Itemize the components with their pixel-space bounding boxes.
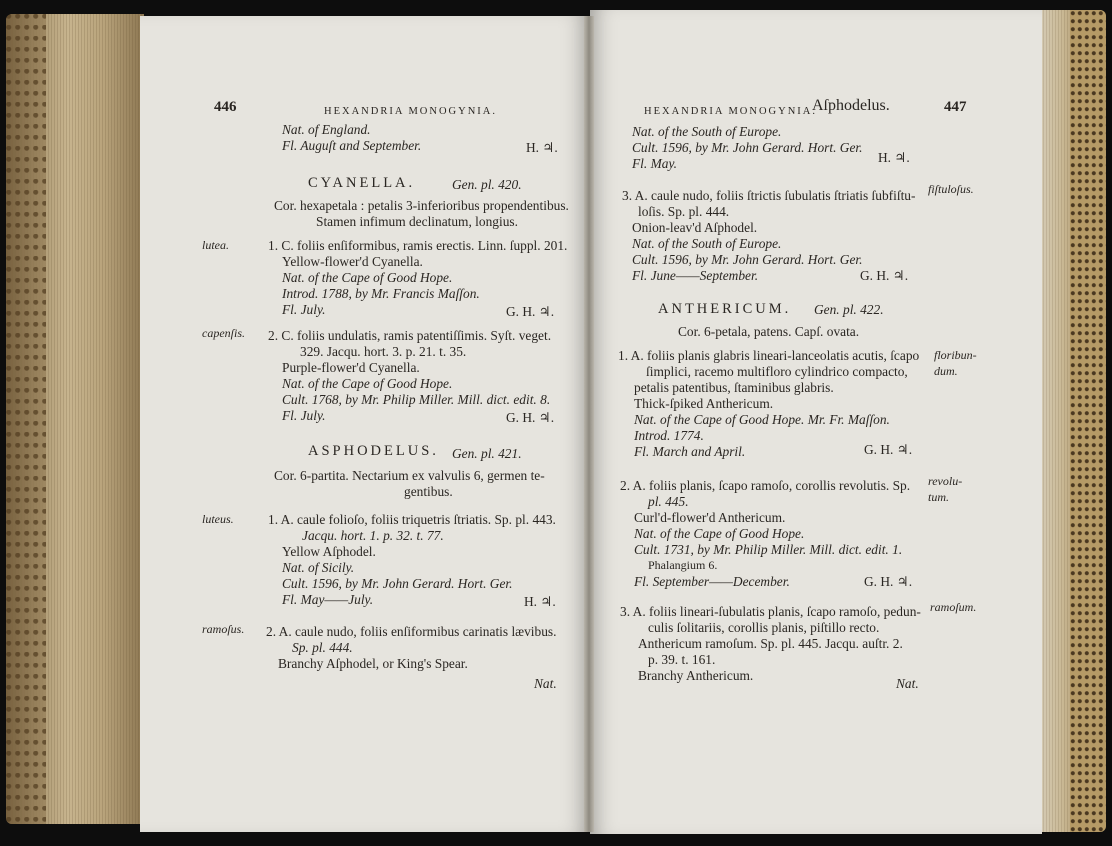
margin-species-name: fiſtuloſus.: [928, 182, 974, 196]
margin-species-name: ramoſum.: [930, 600, 977, 614]
text-line: Onion-leav'd Aſphodel.: [632, 220, 758, 235]
genus-reference: Gen. pl. 421.: [452, 446, 522, 461]
right-page: [590, 10, 1042, 834]
text-line: 1. A. caule folioſo, foliis triquetris ſtriatis. Sp. pl. 443.: [268, 512, 556, 527]
text-line: Nat. of the Cape of Good Hope. Mr. Fr. Maſſon.: [634, 412, 890, 427]
running-head: HEXANDRIA MONOGYNIA.: [324, 106, 497, 117]
text-line: H. ♃.: [878, 150, 910, 165]
margin-species-name: lutea.: [202, 238, 229, 252]
text-line: Cor. 6-petala, patens. Capſ. ovata.: [678, 324, 860, 339]
margin-species-name: capenſis.: [202, 326, 245, 340]
page-number: 447: [944, 99, 967, 115]
genus-heading: CYANELLA.: [308, 175, 416, 191]
text-line: Nat. of the Cape of Good Hope.: [634, 526, 805, 541]
text-line: Nat. of the Cape of Good Hope.: [282, 376, 453, 391]
text-line: Cult. 1768, by Mr. Philip Miller. Mill. dict. edit. 8.: [282, 392, 551, 407]
text-line: culis ſolitariis, corollis planis, piſtillo recto.: [648, 620, 880, 635]
margin-species-name: luteus.: [202, 512, 234, 526]
margin-species-name: dum.: [934, 364, 958, 378]
text-line: Curl'd-flower'd Anthericum.: [634, 510, 786, 525]
text-line: 329. Jacqu. hort. 3. p. 21. t. 35.: [300, 344, 467, 359]
running-head: HEXANDRIA MONOGYNIA.: [644, 106, 817, 117]
text-line: Nat. of the South of Europe.: [632, 124, 782, 139]
text-line: loſis. Sp. pl. 444.: [638, 204, 730, 219]
margin-species-name: floribun-: [934, 348, 977, 362]
text-line: G. H. ♃.: [506, 304, 555, 319]
text-line: 1. C. foliis enſiformibus, ramis erectis. Linn. ſuppl. 201.: [268, 238, 568, 253]
margin-species-name: tum.: [928, 490, 949, 504]
text-line: Nat. of the Cape of Good Hope.: [282, 270, 453, 285]
text-line: Cult. 1731, by Mr. Philip Miller. Mill. dict. edit. 1.: [634, 542, 903, 557]
book-gutter: [584, 16, 594, 832]
text-line: 3. A. foliis lineari-ſubulatis planis, ſcapo ramoſo, pedun-: [620, 604, 921, 619]
text-line: p. 39. t. 161.: [648, 652, 716, 667]
text-line: G. H. ♃.: [860, 268, 909, 283]
text-line: Introd. 1774.: [634, 428, 704, 443]
genus-reference: Gen. pl. 420.: [452, 177, 522, 192]
text-line: 1. A. foliis planis glabris lineari-lanceolatis acutis, ſcapo: [618, 348, 920, 363]
text-line: Thick-ſpiked Anthericum.: [634, 396, 774, 411]
text-line: Fl. May.: [632, 156, 677, 171]
text-line: Nat. of Sicily.: [282, 560, 355, 575]
text-line: Cult. 1596, by Mr. John Gerard. Hort. Ger.: [282, 576, 513, 591]
text-line: 2. C. foliis undulatis, ramis patentiſſimis. Syſt. veget.: [268, 328, 552, 343]
text-line: Yellow Aſphodel.: [282, 544, 376, 559]
text-line: Nat. of the South of Europe.: [632, 236, 782, 251]
text-line: ſimplici, racemo multifloro cylindrico compacto,: [646, 364, 908, 379]
right-cover-edge: [1070, 10, 1106, 832]
genus-reference: Gen. pl. 422.: [814, 302, 884, 317]
text-line: Introd. 1788, by Mr. Francis Maſſon.: [282, 286, 480, 301]
text-line: Sp. pl. 444.: [292, 640, 353, 655]
genus-heading: ASPHODELUS.: [308, 443, 439, 459]
text-line: H. ♃.: [526, 140, 558, 155]
text-line: petalis patentibus, ſtaminibus glabris.: [634, 380, 834, 395]
left-cover-edge: [6, 14, 46, 824]
text-line: Fl. July.: [282, 408, 326, 423]
text-line: Fl. May——July.: [282, 592, 374, 607]
text-line: Branchy Anthericum.: [638, 668, 754, 683]
text-line: Cor. 6-partita. Nectarium ex valvulis 6, germen te-: [274, 468, 545, 483]
text-line: Nat. of England.: [282, 122, 371, 137]
text-line: Fl. June——September.: [632, 268, 759, 283]
text-line: Cult. 1596, by Mr. John Gerard. Hort. Ger.: [632, 140, 863, 155]
text-line: Fl. Auguſt and September.: [282, 138, 422, 153]
text-line: Stamen infimum declinatum, longius.: [316, 214, 518, 229]
running-title: Aſphodelus.: [812, 97, 890, 114]
text-line: 3. A. caule nudo, foliis ſtrictis ſubulatis ſtriatis ſubfiſtu-: [622, 188, 916, 203]
text-line: gentibus.: [404, 484, 453, 499]
text-line: Branchy Aſphodel, or King's Spear.: [278, 656, 468, 671]
text-line: G. H. ♃.: [864, 574, 913, 589]
margin-species-name: ramoſus.: [202, 622, 245, 636]
margin-species-name: revolu-: [928, 474, 963, 488]
text-line: G. H. ♃.: [506, 410, 555, 425]
text-line: 2. A. caule nudo, foliis enſiformibus carinatis lævibus.: [266, 624, 557, 639]
text-line: G. H. ♃.: [864, 442, 913, 457]
text-line: 2. A. foliis planis, ſcapo ramoſo, corollis revolutis. Sp.: [620, 478, 911, 493]
page-number: 446: [214, 99, 237, 115]
text-line: Purple-flower'd Cyanella.: [282, 360, 420, 375]
text-line: pl. 445.: [648, 494, 689, 509]
genus-heading: ANTHERICUM.: [658, 301, 792, 317]
catchword: Nat.: [534, 676, 557, 691]
catchword: Nat.: [896, 676, 919, 691]
left-page: [140, 16, 588, 832]
text-line: Cult. 1596, by Mr. John Gerard. Hort. Ger.: [632, 252, 863, 267]
text-line: Yellow-flower'd Cyanella.: [282, 254, 423, 269]
text-line: Cor. hexapetala : petalis 3-inferioribus propendentibus.: [274, 198, 569, 213]
text-line: Fl. March and April.: [634, 444, 746, 459]
text-line: Anthericum ramoſum. Sp. pl. 445. Jacqu. auſtr. 2.: [638, 636, 903, 651]
text-line: Fl. September——December.: [634, 574, 790, 589]
text-line: H. ♃.: [524, 594, 556, 609]
text-line: Fl. July.: [282, 302, 326, 317]
text-line: Phalangium 6.: [648, 558, 718, 572]
text-line: Jacqu. hort. 1. p. 32. t. 77.: [302, 528, 444, 543]
